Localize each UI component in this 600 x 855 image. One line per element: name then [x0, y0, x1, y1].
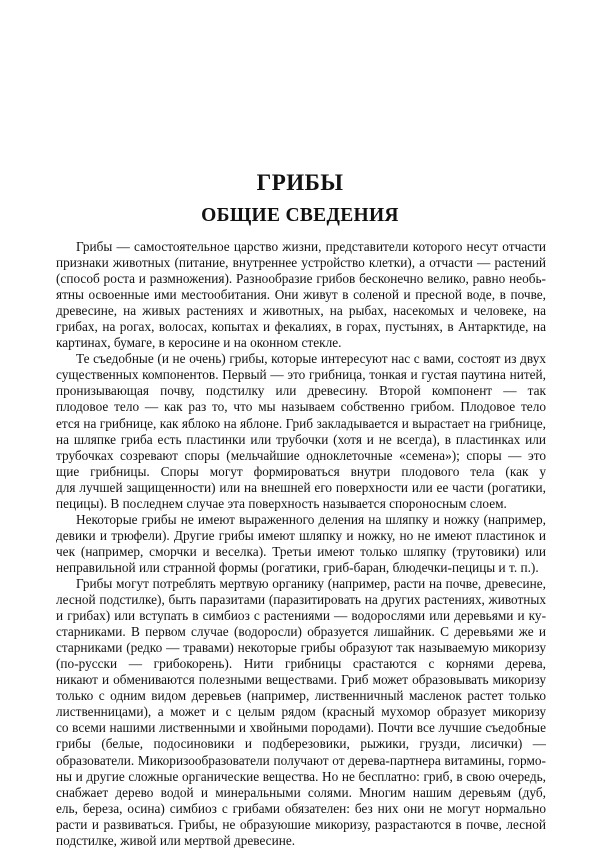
- text-line: плодовое тело — как раз то, что мы называем собственно грибом. Плодовое тело: [56, 399, 546, 415]
- paragraph: [56, 576, 546, 849]
- text-line: Некоторые грибы не имеют выраженного деления на шляпку и ножку (например,: [76, 511, 546, 527]
- chapter-title: ГРИБЫ: [256, 170, 344, 195]
- text-line: лесной подстилке), быть паразитами (паразитировать на других растениях, животных: [56, 592, 546, 608]
- text-line: снабжает дерево водой и минеральными солями. Многим нашим деревьям (дуб,: [56, 784, 546, 800]
- text-line: древесине, на живых растениях и животных, на рыбах, насекомых и человеке, на: [56, 303, 546, 319]
- text-line: трубочках созревают споры (мельчайшие одноклеточные «семена»); споры — это: [56, 447, 546, 463]
- text-line: только с одним видом деревьев (например, лиственничный масленок растет только: [56, 688, 546, 704]
- text-line: Грибы — самостоятельное царство жизни, представители которого несут отчасти: [76, 239, 546, 254]
- paragraph: [56, 512, 546, 576]
- text-line: пецицы). В последнем случае эта поверхность называется спороносным слоем.: [56, 495, 507, 511]
- text-line: старниками (редко — травами) некоторые грибы образуют так называемую микоризу: [56, 640, 546, 656]
- text-line: ятны освоенные ими местообитания. Они живут в соленой и пресной воде, в почве,: [56, 287, 546, 303]
- text-line: для лучшей защищенности) или на внешней его поверхности или ее части (рогатики,: [56, 479, 546, 495]
- section-title: ОБЩИЕ СВЕДЕНИЯ: [201, 205, 399, 226]
- text-line: щие грибницы. Споры могут формироваться внутри плодового тела (как у: [56, 463, 546, 479]
- text-line: грибы (белые, подосиновики и подберезовики, рыжики, грузди, лисички) —: [56, 736, 546, 752]
- text-line: лиственницами), а может и с целым рядом (красный мухомор образует микоризу: [56, 704, 546, 720]
- text-line: Те съедобные (и не очень) грибы, которые интересуют нас с вами, состоят из двух: [76, 351, 546, 367]
- text-line: (способ роста и размножения). Разнообразие грибов бесконечно велико, равно необь-: [56, 271, 546, 287]
- text-line: признаки животных (питание, внутреннее устройство клетки), а отчасти — растений: [56, 255, 546, 271]
- text-line: пронизывающая почву, подстилку или древесину. Второй компонент — так: [56, 383, 546, 399]
- paragraph: [56, 239, 546, 351]
- text-line: (по-русски — грибокорень). Нити грибницы срастаются с корнями дерева,: [56, 656, 546, 672]
- text-line: и грибах) или вступать в симбиоз с растениями — водорослями или деревьями и ку-: [56, 608, 546, 624]
- text-line: образователи. Микоризообразователи получают от дерева-партнера витамины, гормо-: [56, 752, 546, 768]
- text-line: расти и развиваться. Грибы, не образуюшие микоризу, разрастаются в почве, лесной: [56, 816, 546, 832]
- body-text: [56, 239, 546, 849]
- text-line: ны и другие сложные органические вещества. Но не бесплатно: гриб, в свою очередь,: [56, 768, 546, 784]
- text-line: неправильной или странной формы (рогатики, гриб-баран, блюдечки-пецицы и т. п.).: [56, 559, 539, 575]
- text-line: подстилке, живой или мертвой древесине.: [56, 832, 296, 848]
- text-line: чек (например, сморчки и веселка). Третьи имеют только шляпку (трутовики) или: [56, 543, 546, 559]
- text-line: ется на грибнице, как яблоко на яблоне. Гриб закладывается и вырастает на грибнице,: [56, 415, 546, 431]
- text-line: девики и трюфели). Другие грибы имеют шляпку и ножку, но не имеют пластинок и: [56, 527, 546, 543]
- text-line: существенных компонентов. Первый — это грибница, тонкая и густая паутина нитей,: [56, 367, 546, 383]
- text-line: ель, береза, осина) симбиоз с грибами обязателен: без них они не могут нормально: [56, 800, 546, 816]
- text-line: со всеми нашими лиственными и хвойными породами). Почти все лучшие съедобные: [56, 720, 546, 736]
- paragraph: [56, 351, 546, 511]
- text-line: грибах, на рогах, волосах, копытах и фекалиях, в горах, пустынях, в Антарктиде, на: [56, 319, 546, 335]
- text-line: Грибы могут потреблять мертвую органику (например, расти на почве, древесине,: [76, 575, 546, 591]
- text-line: никают и обмениваются полезными веществами. Гриб может образовывать микоризу: [56, 672, 546, 688]
- text-line: на шляпке гриба есть пластинки или трубочки (хотя и не всегда), в пластинках или: [56, 431, 546, 447]
- text-line: старниками. В первом случае (водоросли) образуется лишайник. С деревьями же и: [56, 624, 546, 640]
- text-line: картинах, бумаге, в керосине и на оконном стекле.: [56, 335, 342, 351]
